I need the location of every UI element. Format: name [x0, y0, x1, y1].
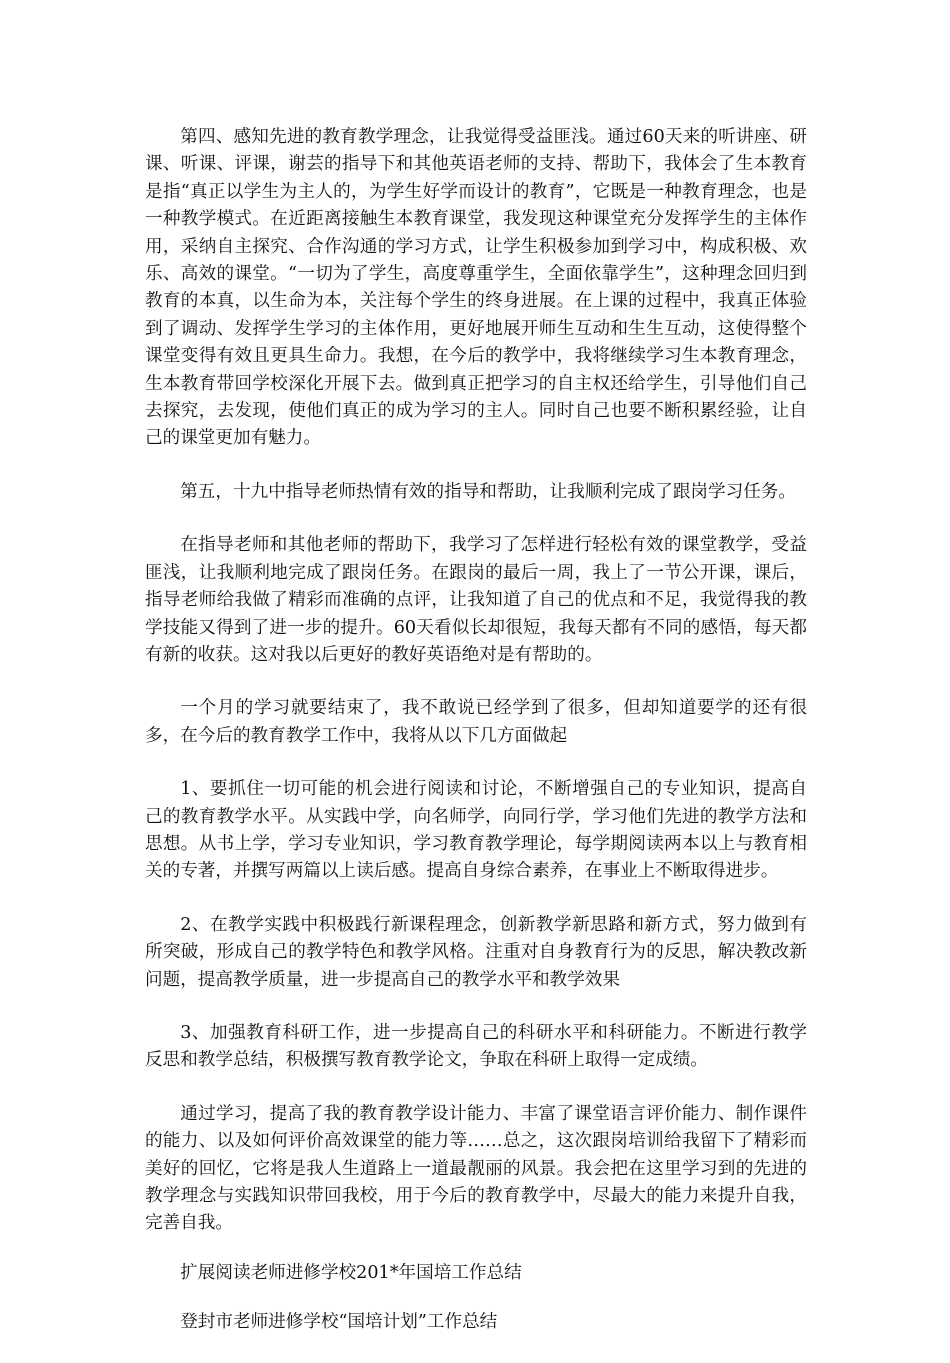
- paragraph-mentor-guidance: 在指导老师和其他老师的帮助下，我学习了怎样进行轻松有效的课堂教学，受益匪浅，让我顺利地完成了跟岗任务。在跟岗的最后一周，我上了一节公开课，课后，指导老师给我做了精彩而准确的点评，让我知道了自己的优点和不足，我觉得我的教学技能又得到了进一步的提升。60天看似长却很短，我每天都有不同的感悟，每天都有新的收获。这对我以后更好的教好英语绝对是有帮助的。: [145, 535, 807, 665]
- paragraph-fourth-teaching-philosophy: 第四、感知先进的教育教学理念，让我觉得受益匪浅。通过60天来的听讲座、研课、听课、评课，谢芸的指导下和其他英语老师的支持、帮助下，我体会了生本教育是指“真正以学生为主人的，为学生好学而设计的教育”，它既是一种教育理念，也是一种教学模式。在近距离接触生本教育课堂，我发现这种课堂充分发挥学生的主体作用，采纳自主探究、合作沟通的学习方式，让学生积极参加到学习中，构成积极、欢乐、高效的课堂。“一切为了学生，高度尊重学生，全面依靠学生”，这种理念回归到教育的本真，以生命为本，关注每个学生的终身进展。在上课的过程中，我真正体验到了调动、发挥学生学习的主体作用，更好地展开师生互动和生生互动，这使得整个课堂变得有效且更具生命力。我想，在今后的教学中，我将继续学习生本教育理念，生本教育带回学校深化开展下去。做到真正把学习的自主权还给学生，引导他们自己去探究，去发现，使他们真正的成为学习的主人。同时自己也要不断积累经验，让自己的课堂更加有魅力。: [145, 127, 807, 449]
- paragraph-fifth-mentor-help: 第五，十九中指导老师热情有效的指导和帮助，让我顺利完成了跟岗学习任务。: [180, 481, 796, 502]
- paragraph-plan-item-1: 1、要抓住一切可能的机会进行阅读和讨论，不断增强自己的专业知识，提高自己的教育教学水平。从实践中学，向名师学，向同行学，学习他们先进的教学方法和思想。从书上学，学习专业知识，学习教育教学理论，每学期阅读两本以上与教育相关的专著，并撰写两篇以上读后感。提高自身综合素养，在事业上不断取得进步。: [145, 779, 807, 882]
- extended-reading-heading: 扩展阅读老师进修学校201*年国培工作总结: [180, 1262, 522, 1283]
- extended-reading-title: 登封市老师进修学校“国培计划”工作总结: [180, 1312, 498, 1333]
- paragraph-plan-item-3: 3、加强教育科研工作，进一步提高自己的科研水平和科研能力。不断进行教学反思和教学总结，积极撰写教育教学论文，争取在科研上取得一定成绩。: [145, 1022, 807, 1071]
- paragraph-conclusion: 通过学习，提高了我的教育教学设计能力、丰富了课堂语言评价能力、制作课件的能力、以及如何评价高效课堂的能力等……总之，这次跟岗培训给我留下了精彩而美好的回忆，它将是我人生道路上一道最靓丽的风景。我会把在这里学习到的先进的教学理念与实践知识带回我校，用于今后的教育教学中，尽最大的能力来提升自我，完善自我。: [145, 1103, 807, 1234]
- paragraph-future-plans-intro: 一个月的学习就要结束了，我不敢说已经学到了很多，但却知道要学的还有很多，在今后的教育教学工作中，我将从以下几方面做起: [145, 698, 807, 746]
- document-page: [145, 124, 807, 1363]
- paragraph-plan-item-2: 2、在教学实践中积极践行新课程理念，创新教学新思路和新方式，努力做到有所突破，形成自己的教学特色和教学风格。注重对自身教育行为的反思，解决教改新问题，提高教学质量，进一步提高自己的教学水平和教学效果: [145, 914, 807, 990]
